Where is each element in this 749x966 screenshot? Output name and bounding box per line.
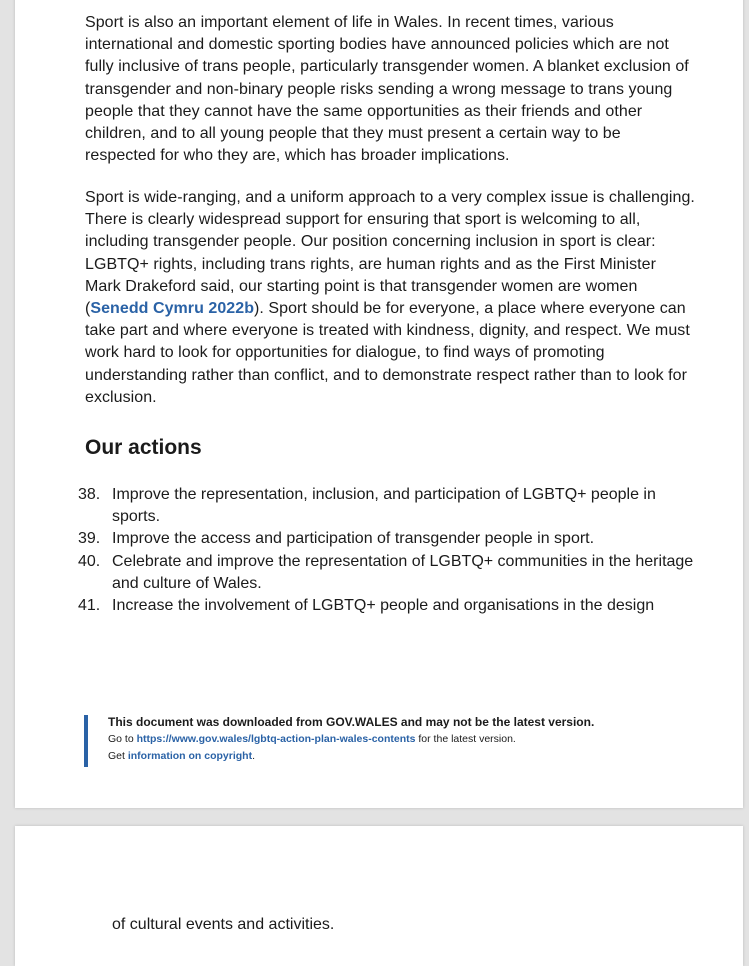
notice-text xyxy=(108,714,594,765)
list-item-number: 41. xyxy=(78,597,101,615)
list-item-text: Improve the access and participation of transgender people in sport. xyxy=(112,530,595,548)
download-notice xyxy=(84,714,674,766)
list-item-text: Increase the involvement of LGBTQ+ people and organisations in the design xyxy=(112,597,655,615)
copyright-link[interactable]: information on copyright xyxy=(127,750,253,762)
notice-title: This document was downloaded from GOV.WALES and may not be the latest version. xyxy=(108,715,595,729)
notice-accent-bar xyxy=(84,715,88,767)
paragraph-sport-importance: Sport is also an important element of life in Wales. In recent times, various international and domestic sporting bodies have announced policies which are not fully inclusive of trans people, particularly transgender women. A blanket exclusion of transgender and non-binary people risks sending a wrong message to trans young people that they cannot have the same opportunities as their friends and other children, and to all young people that they must present a certain way to be respected for who they are, which has broader implications. xyxy=(85,14,689,165)
list-item-number: 39. xyxy=(78,530,101,548)
paragraph-text: ). Sport should be for everyone, a place where everyone can take part and where everyone is treated with kindness, dignity, and respect. We must work hard to look for opportunities for dialogue, to find ways of promoting understanding rather than conflict, and to demonstrate respect rather than to look for exclusion. xyxy=(85,300,690,406)
list-item-text: Improve the representation, inclusion, and participation of LGBTQ+ people in sports. xyxy=(112,486,656,526)
document-page xyxy=(15,0,743,808)
list-item xyxy=(75,528,695,550)
actions-list xyxy=(75,484,695,617)
list-item xyxy=(75,484,695,528)
list-item-continuation: of cultural events and activities. xyxy=(112,916,335,933)
list-item-number: 40. xyxy=(78,552,101,570)
paragraph-text: Sport is wide-ranging, and a uniform approach to a very complex issue is challenging. There is clearly widespread support for ensuring that sport is welcoming to all, including transgender people. Our position concerning inclusion in sport is clear: LGBTQ+ rights, including trans rights, are human rights and as the First Minister Mark Drakeford said, our starting point is that transgender women are women ( xyxy=(85,189,695,318)
list-item xyxy=(75,595,695,617)
gov-wales-link[interactable]: https://www.gov.wales/lgbtq-action-plan-wales-contents xyxy=(136,733,416,745)
list-item xyxy=(75,551,695,595)
notice-latest-version-line: Go to https://www.gov.wales/lgbtq-action-plan-wales-contents for the latest version. xyxy=(108,733,516,745)
document-page-next xyxy=(15,826,743,966)
list-item-text: Celebrate and improve the representation of LGBTQ+ communities in the heritage and culture of Wales. xyxy=(112,552,694,592)
section-heading: Our actions xyxy=(85,436,202,459)
list-item-number: 38. xyxy=(78,486,101,503)
notice-copyright-line: Get information on copyright. xyxy=(108,750,256,762)
citation-link[interactable]: Senedd Cymru 2022b xyxy=(90,300,255,318)
paragraph-sport-inclusion xyxy=(85,187,695,409)
